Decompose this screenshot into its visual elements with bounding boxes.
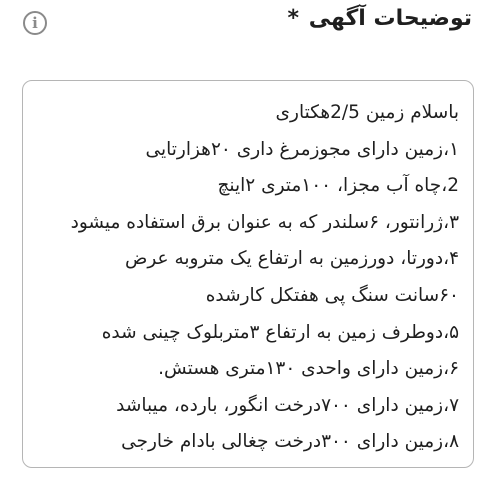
field-header	[0, 0, 500, 50]
description-textarea[interactable]	[22, 80, 474, 468]
description-line: ۱،زمین دارای مجوزمرغ داری ۲۰هزارتایی	[145, 138, 459, 160]
description-line: 2،چاه آب مجزا، ۱۰۰متری ۲اینچ	[217, 175, 459, 197]
description-line: ۳،ژرانتور، ۶سلندر که به عنوان برق استفاده میشود	[70, 211, 459, 233]
description-line: ۵،دوطرف زمین به ارتفاع ۳متربلوک چینی شده	[101, 321, 459, 343]
description-line: باسلام زمین 2/5هکتاری	[275, 102, 459, 123]
description-line: ۷،زمین دارای ۷۰۰درخت انگور، بارده، میباشد	[116, 394, 459, 416]
description-line: ۶،زمین دارای واحدی ۱۳۰متری هستش.	[158, 358, 459, 380]
field-label	[288, 6, 472, 31]
field-label-text: توضیحات آگهی	[308, 6, 472, 31]
description-line: ۶۰سانت سنگ پی هفتکل کارشده	[205, 284, 459, 306]
info-icon[interactable]: i	[23, 11, 47, 35]
description-line: ۸،زمین دارای ۳۰۰درخت چغالی بادام خارجی	[121, 431, 459, 453]
required-mark: *	[287, 6, 300, 31]
description-line: ۴،دورتا، دورزمین به ارتفاع یک متروبه عرض	[124, 248, 459, 270]
